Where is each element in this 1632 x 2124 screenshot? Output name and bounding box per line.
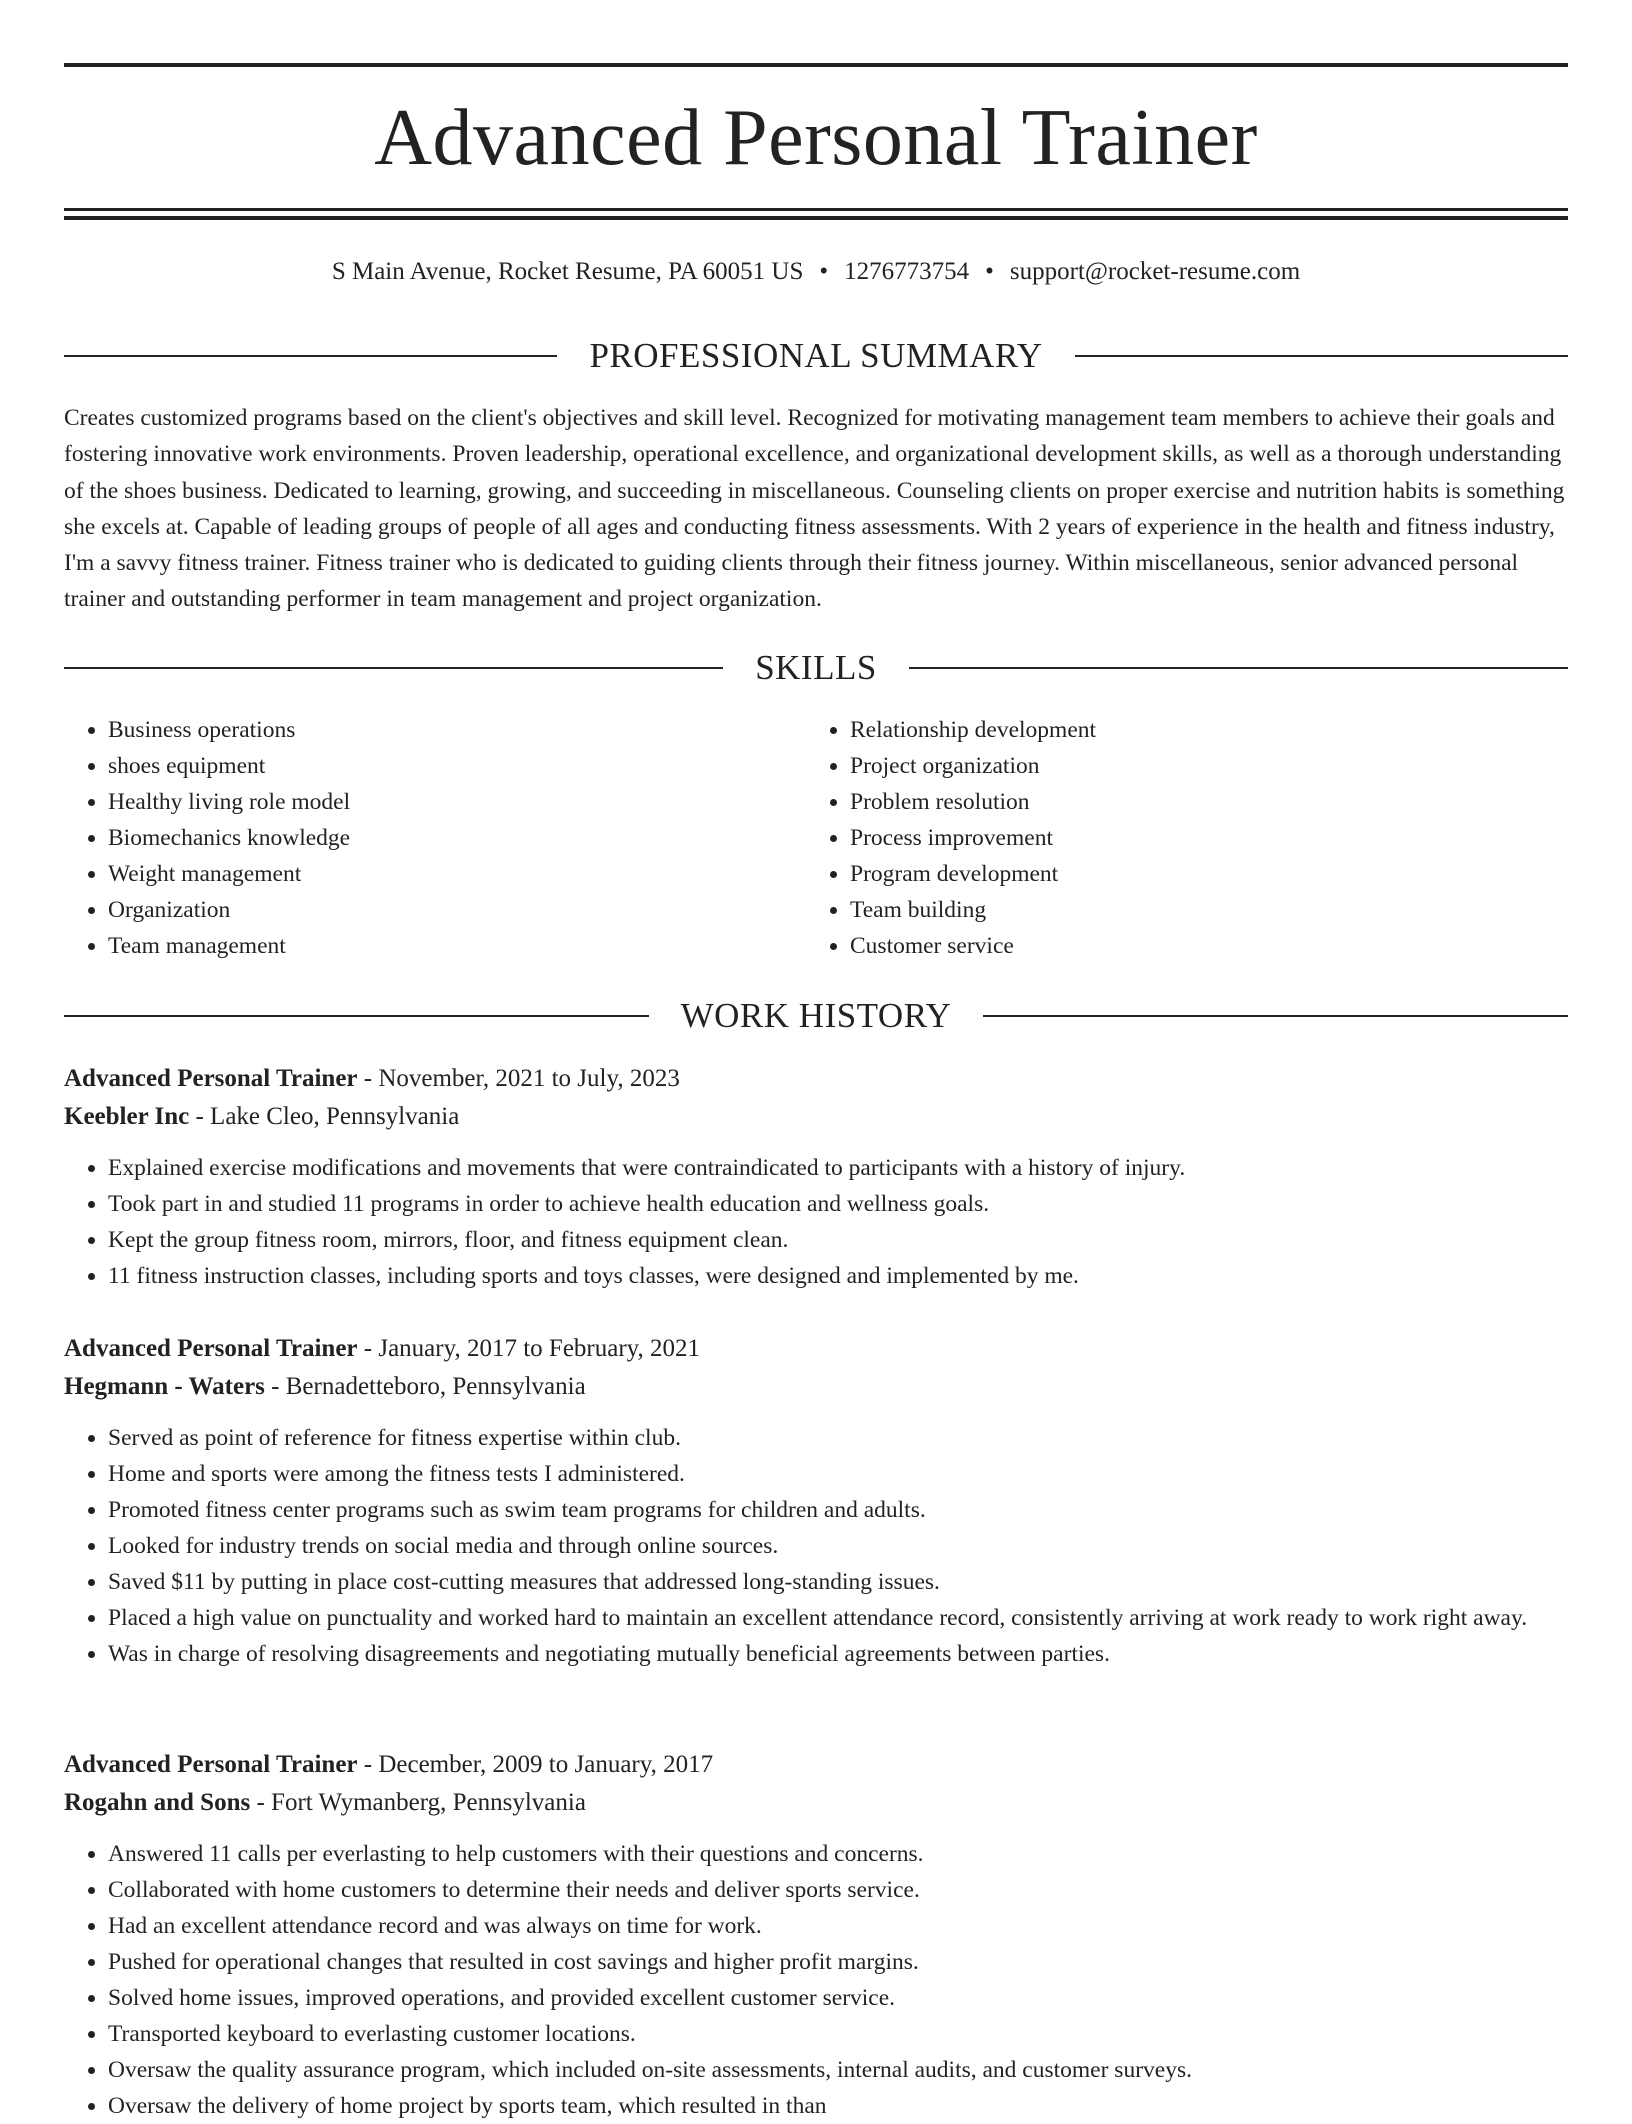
contact-line <box>64 252 1568 292</box>
title-rule-upper <box>64 208 1568 211</box>
job-location: - Bernadetteboro, Pennsylvania <box>264 1373 586 1400</box>
skill-item: • Problem resolution <box>850 784 1548 820</box>
work-entry <box>64 1746 1568 2124</box>
skill-item: • Customer service <box>850 928 1548 964</box>
job-bullet: • Explained exercise modifications and movements that were contraindicated to participants with a history of injury. <box>108 1150 1568 1186</box>
contact-address: S Main Avenue, Rocket Resume, PA 60051 US <box>331 258 804 285</box>
heading-rule-right <box>983 1015 1568 1017</box>
heading-rule-left <box>64 667 723 669</box>
job-dates: - December, 2009 to January, 2017 <box>357 1751 714 1778</box>
job-location: - Lake Cleo, Pennsylvania <box>189 1103 460 1130</box>
heading-rule-right <box>1075 355 1568 357</box>
job-title-line <box>64 1330 1568 1368</box>
job-bullet: • Solved home issues, improved operations, and provided excellent customer service. <box>108 1980 1568 2016</box>
job-company: Rogahn and Sons <box>64 1789 251 1816</box>
job-bullet: • Kept the group fitness room, mirrors, floor, and fitness equipment clean. <box>108 1222 1568 1258</box>
contact-email: support@rocket-resume.com <box>1009 258 1301 285</box>
job-dates: - November, 2021 to July, 2023 <box>357 1065 680 1092</box>
skill-item: • shoes equipment <box>108 748 806 784</box>
skill-item: • Team management <box>108 928 806 964</box>
contact-separator: • <box>985 258 994 285</box>
section-heading-work <box>64 991 1568 1041</box>
contact-separator: • <box>819 258 829 285</box>
skill-item: • Relationship development <box>850 712 1548 748</box>
job-company-line <box>64 1098 1568 1136</box>
skill-item: • Business operations <box>108 712 806 748</box>
skill-item: • Healthy living role model <box>108 784 806 820</box>
job-bullet: • Took part in and studied 11 programs in order to achieve health education and wellness goals. <box>108 1186 1568 1222</box>
heading-rule-right <box>909 667 1568 669</box>
heading-rule-left <box>64 355 557 357</box>
skill-item: • Process improvement <box>850 820 1548 856</box>
skill-item: • Program development <box>850 856 1548 892</box>
skill-item: • Organization <box>108 892 806 928</box>
job-bullet: • Placed a high value on punctuality and worked hard to maintain an excellent attendance record, consistently arriving at work ready to work right away. <box>108 1600 1568 1636</box>
section-heading-summary <box>64 331 1568 381</box>
work-entry <box>64 1060 1568 1294</box>
job-bullet: • Answered 11 calls per everlasting to help customers with their questions and concerns. <box>108 1836 1568 1872</box>
skill-item: • Weight management <box>108 856 806 892</box>
job-bullet: • Home and sports were among the fitness tests I administered. <box>108 1456 1568 1492</box>
job-company-line <box>64 1784 1568 1822</box>
job-bullet: • Looked for industry trends on social media and through online sources. <box>108 1528 1568 1564</box>
skill-item: • Team building <box>850 892 1548 928</box>
job-bullet: • Pushed for operational changes that resulted in cost savings and higher profit margins. <box>108 1944 1568 1980</box>
work-entry <box>64 1330 1568 1672</box>
job-bullet: • Saved $11 by putting in place cost-cutting measures that addressed long-standing issues. <box>108 1564 1568 1600</box>
skill-item: • Project organization <box>850 748 1548 784</box>
job-bullet: • Served as point of reference for fitness expertise within club. <box>108 1420 1568 1456</box>
job-bullet: • Promoted fitness center programs such as swim team programs for children and adults. <box>108 1492 1568 1528</box>
section-title: WORK HISTORY <box>680 996 952 1035</box>
skills-column-right <box>806 712 1548 964</box>
skills-column-left <box>64 712 806 964</box>
job-bullets <box>64 1836 1568 2124</box>
resume-title: Advanced Personal Trainer <box>374 94 1258 182</box>
job-bullet: • Oversaw the quality assurance program, which included on-site assessments, internal audits, and customer surveys. <box>108 2052 1568 2088</box>
job-bullet: • Had an excellent attendance record and was always on time for work. <box>108 1908 1568 1944</box>
job-title-line <box>64 1060 1568 1098</box>
job-bullet: • Transported keyboard to everlasting customer locations. <box>108 2016 1568 2052</box>
job-bullet: • Was in charge of resolving disagreements and negotiating mutually beneficial agreements between parties. <box>108 1636 1568 1672</box>
job-title: Advanced Personal Trainer <box>64 1065 358 1092</box>
skill-item: • Biomechanics knowledge <box>108 820 806 856</box>
job-bullet: • 11 fitness instruction classes, including sports and toys classes, were designed and implemented by me. <box>108 1258 1568 1294</box>
job-bullets <box>64 1150 1568 1294</box>
job-company: Hegmann - Waters <box>64 1373 265 1400</box>
job-company: Keebler Inc <box>64 1103 190 1130</box>
job-company-line <box>64 1368 1568 1406</box>
section-heading-skills <box>64 643 1568 693</box>
heading-rule-left <box>64 1015 649 1017</box>
job-location: - Fort Wymanberg, Pennsylvania <box>250 1789 586 1816</box>
title-rule-lower <box>64 216 1568 220</box>
job-title: Advanced Personal Trainer <box>64 1751 358 1778</box>
summary-paragraph: Creates customized programs based on the client's objectives and skill level. Recognized for motivating management team members to achieve their goals and fostering innovative work environments. Proven leadership, operational excellence, and organizational development skills, as well as a thorough understanding of the shoes business. Dedicated to learning, growing, and succeeding in miscellaneous. Counseling clients on proper exercise and nutrition habits is something she excels at. Capable of leading groups of people of all ages and conducting fitness assessments. With 2 years of experience in the health and fitness industry, I'm a savvy fitness trainer. Fitness trainer who is dedicated to guiding clients through their fitness journey. Within miscellaneous, senior advanced personal trainer and outstanding performer in team management and project organization. <box>64 405 1565 613</box>
job-title-line <box>64 1746 1568 1784</box>
skills-list <box>64 712 1568 964</box>
contact-phone: 1276773754 <box>844 258 970 285</box>
top-rule <box>64 63 1568 67</box>
job-title: Advanced Personal Trainer <box>64 1335 358 1362</box>
job-bullet: • Collaborated with home customers to determine their needs and deliver sports service. <box>108 1872 1568 1908</box>
job-bullets <box>64 1420 1568 1672</box>
section-title: PROFESSIONAL SUMMARY <box>589 336 1043 375</box>
job-dates: - January, 2017 to February, 2021 <box>357 1335 701 1362</box>
section-title: SKILLS <box>755 648 877 687</box>
job-bullet: • Oversaw the delivery of home project by sports team, which resulted in than <box>108 2088 1568 2124</box>
